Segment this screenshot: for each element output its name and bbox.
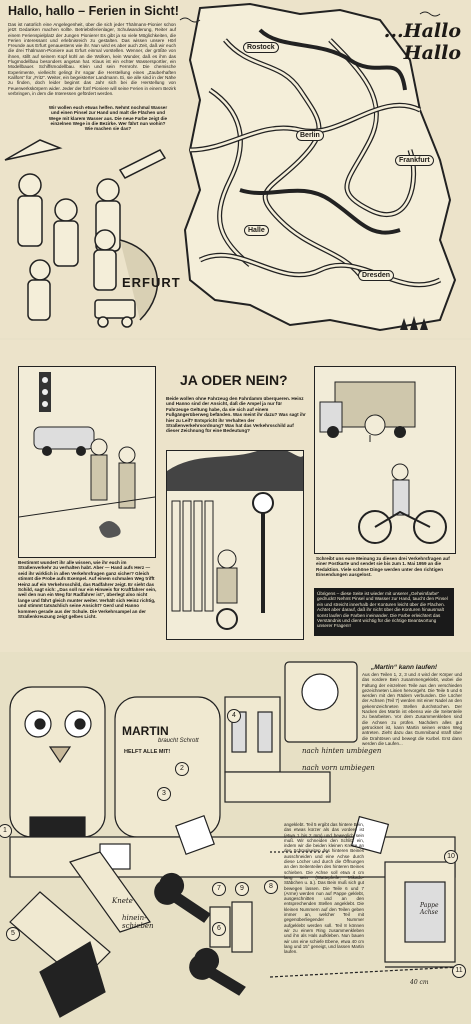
panel-crossing [18, 366, 156, 558]
part-number-11: 11 [452, 964, 466, 978]
section-ferien [0, 0, 471, 338]
martin-title: „Martin“ kann laufen! [371, 664, 438, 671]
part-number-1: 1 [0, 824, 12, 838]
martin-instructions: Aus den Teilen 1, 2, 3 und 4 wird der Körper und das vordere Bein zusammengeklebt, wobei die Faltung der einzelnen Teile aus den verschieden gezeichneten Linien hervorgeht. Die Teile 5 und 6 werden mit den Rädern verbunden. Die Löcher der Achsen (Teil 7) werden mit einer Nadel an den gekennzeichneten Stellen durchstochen. Der Nacken des Martin ist ebenso wie die Seitenteile zu bearbeiten. Vor dem Zusammenkleben sind die Achsen zu prüfen. Nachdem alles gut getrocknet ist, kann Martin seinen ersten Weg antreten. Zieht dazu das Gummiband straff über die Drahtösen und bewegt die Kurbel. Erst dann werden die Laufen... [362, 672, 462, 746]
part-number-6: 6 [212, 922, 226, 936]
instruction-text: Wir wollen euch etwas helfen. Nehmt nochmal Wasser und einen Pinsel zur Hand und malt die Flächen und Wege mit klarem Wasser aus. Die neue Farbe zeigt die einzelnen Wege in die Bezirke. Wer fährt nun wohin? Wie machen sie das? [48, 105, 168, 132]
hallo-line-1: ...Hallo [383, 20, 461, 42]
erfurt-label: ERFURT [122, 275, 181, 290]
panel-fence [166, 450, 304, 640]
part-number-10: 10 [444, 850, 458, 864]
martin-sub: braucht Schrott [158, 738, 199, 744]
part-number-2: 2 [175, 762, 189, 776]
part-number-8: 8 [264, 880, 278, 894]
fence-illustration [167, 451, 303, 639]
city-frankfurt: Frankfurt [395, 155, 434, 166]
dimension-label: 40 cm [410, 979, 429, 986]
contest-text: Schreibt uns eure Meinung zu diesen drei Verkehrsfragen auf einer Postkarte und sendet sie bis zum 1. Mai 1959 an die Redaktion. Viele schöne Dinge werden unter den richtigen Einsendungen ausgelost. [316, 556, 450, 578]
crossing-illustration [19, 367, 155, 557]
fold-back-label: nach hinten umbiegen [302, 747, 382, 755]
intro-text: Das ist natürlich eine Angelegenheit, über die sich jeder Thälmann-Pionier schon jetzt Gedanken machen sollte. Betriebsferienlager, Schulwanderung, Reiter auf einem Ferienspielplatz der Jungen Pioniere! Es gibt ja so viele Möglichkeiten, die Ferien interessant und erlebnisreich zu gestalten. Das wissen unsere Hörl Freunde aus Erfurt genauestens wie ihr. Nun wird es aber auch Zeit, daß wir euch die drei Thälmann-Pioniere aus Erfurt einmal vorstellen. Wenner, der größte von ihnen, stillt auf seinem Kopf kühl an die Wolken, kein Wunder, daß es ihm das Flugmodellbau besonders angetan hat. Klaus ist ein echter Wassersportler, ein Modellbauer. Schiffsmodellbau. Klein und sein Fernrohr. Die chemische Experimente, vielleicht gelingt ihr sogar die Herstellung eines „Zauberhaften Kalifors“ für „Fritz“. Weiter, ein begeisterter Landmann. Ei, sie alle sind in der Nähe zu finden, doch leider beginnt das Jahr sich bei die Herstellung von Feuerwerkskörpern wider. Jeder der fünf Pioniere will seine Ferien in einem Bezirk verbringen, in dem die Interessen gefördert werden. [8, 22, 176, 96]
section-verkehr [0, 340, 471, 652]
panel-truck [314, 366, 456, 554]
section-martin [0, 652, 471, 1024]
pappe-label: Pappe Achse [420, 902, 439, 916]
question-text: Beide wollen ohne Fahrzeug den Fahrdamm überqueren. Heinz und Hanno sind der Ansicht, daß die Ampel ja nur für Fahrzeuge Geltung habe, da sie sich auf einem Fußgängerüberweg befänden. Was meint ihr dazu? Was sagt ihr hier zu Leif? Entspricht ihr Verhalten der Straßenverkehrsordnung? Was hat das Verkehrsschild auf dieser Zeichnung für eine Bedeutung? [166, 396, 306, 434]
part-number-5: 5 [6, 927, 20, 941]
hallo-heading [384, 20, 461, 64]
part-number-3: 3 [157, 787, 171, 801]
bicycle-illustration [315, 367, 455, 553]
part-number-4: 4 [227, 709, 241, 723]
part-number-9: 9 [235, 882, 249, 896]
hallo-line-2: Hallo [403, 42, 461, 64]
push-in-label: hinein-schieben [122, 914, 154, 930]
martin-help: HELFT ALLE MIT! [124, 749, 171, 755]
left-text: Bestimmt wundert ihr alle wissen, wie ihr euch im Straßenverkehr zu verhalten habt. Aber — Hand aufs Herz — seid ihr wirklich in allen Verkehrsfragen ganz sicher? Gleich stimmt die Probe aufs Exempel. Auf einem schmalen Weg trifft Heinz auf ein Verkehrsschild, das Radfahrer zeigt. Er sieht das Schild, sagt sich: „Das soll nur ein Hinweis für Kraftfahrer sein, weil den nun ein Weg für Radfahrer ist“, überlegt also nicht lange und fährt gleich munter weiter. Verhält sich Heinz richtig, und stimmt tatsächlich seine Ansicht? Gerd und Hanno kommen gerade aus der Schule. Die Verkehrsampel an der Straßenkreuzung zeigt gelbes Licht. [18, 560, 157, 620]
city-halle: Halle [244, 225, 269, 236]
city-berlin: Berlin [296, 130, 324, 141]
martin-instructions-2: angeklebt. Teil 5 ergibt das hintere Bein, das etwas kürzer als das vordere ist (etwa 1 bis 2 mm) und beweglich sein muß. Wir schneiden den Schlitz ein, indem wir die beiden kleinen Kreise an den Schmalseiten des hinteren Beines ausschneiden und eine Achse durch diese Löcher und durch die Öffnungen an den Seitenteilen des hinteren Beines schieben. Die Achse soll etwa 4 cm lang sein (Wattepfeife, Mikado-Stäbchen u. ä.). Das Bein muß sich gut bewegen lassen. Die Teile 6 und 7 (Arme) werden nun auf Pappe geklebt, ausgeschnitten und an den entsprechenden Stellen angeklebt. Die kleinen Nummern auf den Teilen geben immer an, welcher Teil mit gegenüberliegender Nummer aufgeklebt werden soll. Teil 8 können wir zu einem Ring zusammenkleben und ihn als Hals aufkleben. Nun bauen wir uns eine schiefe Ebene, etwa 40 cm lang und 15° geneigt, und lassen Martin laufen. [284, 822, 364, 955]
fold-front-label: nach vorn umbiegen [302, 764, 375, 772]
secret-color-note: Übrigens – diese Seite ist wieder mit unserer „Geheimfarbe“ gedruckt! Nehmt Pinsel und Wasser zur Hand, taucht den Pinsel ein und streicht innerhalb der Konturen leicht über die Flächen. Achtet aber darauf, daß ihr nicht über die Konturen hinausmalt sonst laufen die Farben ineinander. Die Farbe erleichtert das Verständnis und dient wichtig für die richtige Beantwortung unserer Fragen!! [314, 588, 454, 636]
knete-label: Knete [112, 897, 133, 905]
city-dresden: Dresden [358, 270, 394, 281]
martin-label: MARTIN [122, 724, 169, 738]
page-title: Hallo, hallo – Ferien in Sicht! [8, 4, 179, 18]
part-number-7: 7 [212, 882, 226, 896]
city-rostock: Rostock [243, 42, 279, 53]
section-heading: JA ODER NEIN? [180, 372, 288, 388]
